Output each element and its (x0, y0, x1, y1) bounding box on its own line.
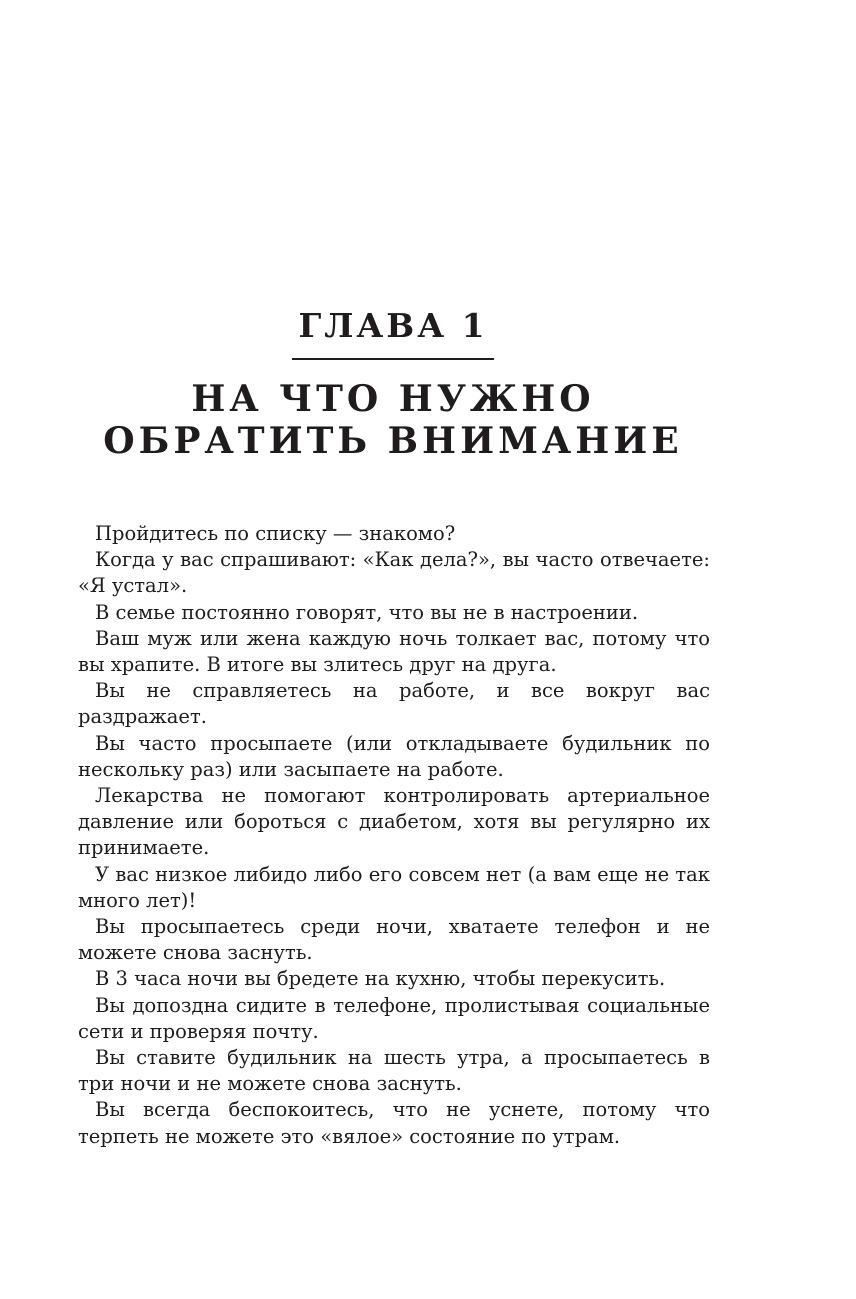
chapter-label: ГЛАВА 1 (298, 306, 488, 345)
paragraph: В 3 часа ночи вы бредете на кухню, чтобы перекусить. (95, 967, 666, 991)
paragraph: У вас низкое либидо либо его совсем нет (а вам еще не так много лет)! (78, 862, 710, 912)
chapter-title-line-2: ОБРАТИТЬ ВНИМАНИЕ (103, 420, 683, 462)
paragraph: Лекарства не помогают контролировать артериальное давление или бороться с диабетом, хотя вы регулярно их принимаете. (78, 784, 710, 860)
paragraph: Ваш муж или жена каждую ночь толкает вас, потому что вы храпите. В итоге вы злитесь друг на друга. (78, 626, 710, 677)
paragraph: Вы всегда беспокоитесь, что не уснете, потому что терпеть не можете это «вялое» состояние по утрам. (78, 1098, 710, 1148)
paragraph: Вы просыпаетесь среди ночи, хватаете телефон и не можете снова заснуть. (78, 915, 710, 965)
paragraph: Вы не справляетесь на работе, и все вокруг вас раздражает. (78, 679, 710, 729)
paragraph: Вы ставите будильник на шесть утра, а просыпаетесь в три ночи и не можете снова заснуть. (78, 1046, 710, 1096)
chapter-title (0, 378, 786, 462)
paragraph: Пройдитесь по списку — знакомо? (95, 522, 456, 545)
paragraph: В семье постоянно говорят, что вы не в настроении. (95, 600, 639, 624)
paragraph: Когда у вас спрашивают: «Как дела?», вы часто отвечаете: «Я устал». (78, 548, 710, 598)
chapter-title-line-1: НА ЧТО НУЖНО (191, 378, 595, 420)
chapter-divider (292, 358, 494, 360)
paragraph: Вы допоздна сидите в телефоне, пролистывая социальные сети и проверяя почту. (78, 993, 710, 1043)
paragraph: Вы часто просыпаете (или откладываете будильник по нескольку раз) или засыпаете на работе. (78, 731, 710, 781)
body-text (78, 521, 710, 1150)
